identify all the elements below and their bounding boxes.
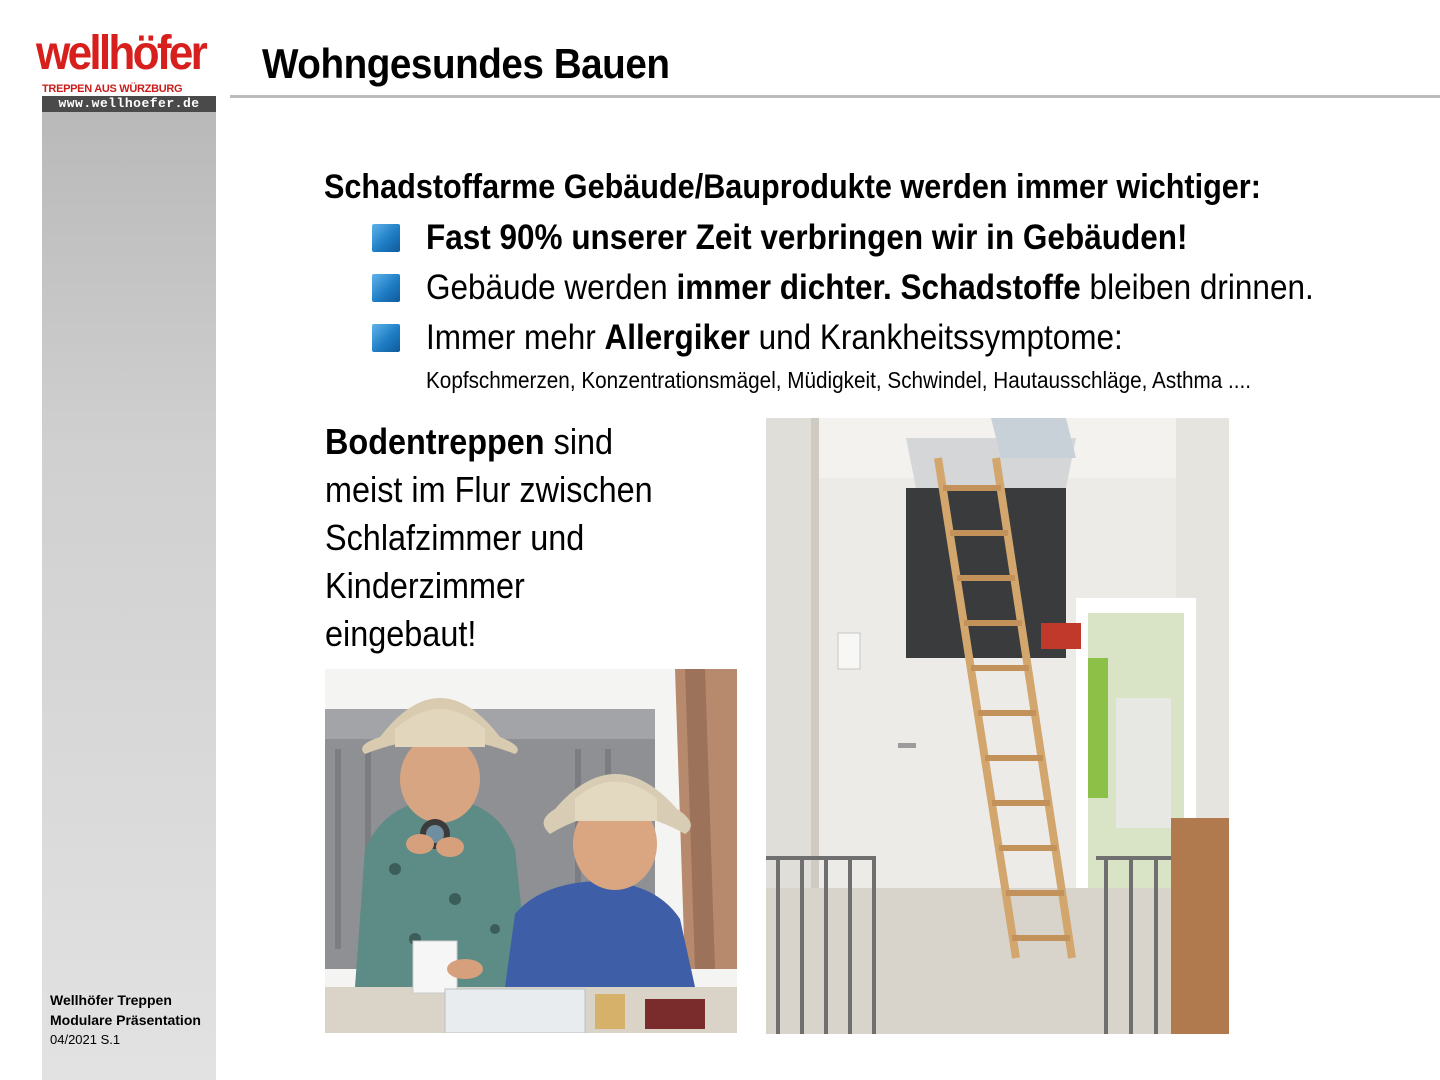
footer bbox=[50, 990, 210, 1050]
bullet-text bbox=[426, 314, 1123, 362]
bullet-square-icon bbox=[372, 224, 400, 252]
slide-title: Wohngesundes Bauen bbox=[262, 40, 670, 87]
bullet-plain-text: Immer mehr bbox=[426, 318, 605, 357]
children-photo bbox=[325, 669, 737, 1033]
bullet-item bbox=[372, 214, 1432, 264]
bullet-bold-text: immer dichter. Schadstoffe bbox=[676, 268, 1081, 307]
symptoms-line: Kopfschmerzen, Konzentrationsmägel, Müdigkeit, Schwindel, Hautausschläge, Asthma .... bbox=[426, 367, 1251, 393]
headline: Schadstoffarme Gebäude/Bauprodukte werden immer wichtiger: bbox=[324, 168, 1261, 206]
paragraph-text: eingebaut! bbox=[325, 613, 477, 654]
bullet-bold-text: Allergiker bbox=[604, 318, 750, 357]
bullet-square-icon bbox=[372, 324, 400, 352]
logo-url[interactable]: www.wellhoefer.de bbox=[42, 96, 216, 112]
paragraph-text: sind bbox=[544, 421, 614, 462]
title-divider bbox=[230, 95, 1440, 98]
bullet-list bbox=[372, 214, 1432, 364]
paragraph-text: Schlafzimmer und bbox=[325, 517, 585, 558]
bullet-plain-text: und Krankheitssymptome: bbox=[749, 318, 1123, 357]
footer-date-page: 04/2021 S.1 bbox=[50, 1032, 121, 1047]
bullet-text bbox=[426, 214, 1187, 262]
bullet-plain-text: bleiben drinnen. bbox=[1080, 268, 1314, 307]
attic-ladder-photo bbox=[766, 418, 1229, 1034]
bullet-text bbox=[426, 264, 1314, 312]
left-sidebar-band bbox=[42, 112, 216, 1080]
bullet-bold-text: Fast 90% unserer Zeit verbringen wir in Gebäuden! bbox=[426, 218, 1188, 257]
paragraph-bold: Bodentreppen bbox=[325, 421, 545, 462]
logo-wordmark: wellhöfer bbox=[36, 27, 206, 80]
bullet-item bbox=[372, 264, 1432, 314]
logo-tagline: TREPPEN AUS WÜRZBURG bbox=[42, 83, 183, 95]
paragraph-text: meist im Flur zwischen bbox=[325, 469, 653, 510]
paragraph-text: Kinderzimmer bbox=[325, 565, 525, 606]
bullet-item bbox=[372, 314, 1432, 364]
bullet-plain-text: Gebäude werden bbox=[426, 268, 677, 307]
footer-company: Wellhöfer Treppen bbox=[50, 992, 172, 1008]
wellhoefer-logo[interactable] bbox=[36, 26, 222, 114]
attic-stairs-paragraph bbox=[325, 418, 703, 658]
bullet-square-icon bbox=[372, 274, 400, 302]
footer-presentation: Modulare Präsentation bbox=[50, 1012, 201, 1028]
